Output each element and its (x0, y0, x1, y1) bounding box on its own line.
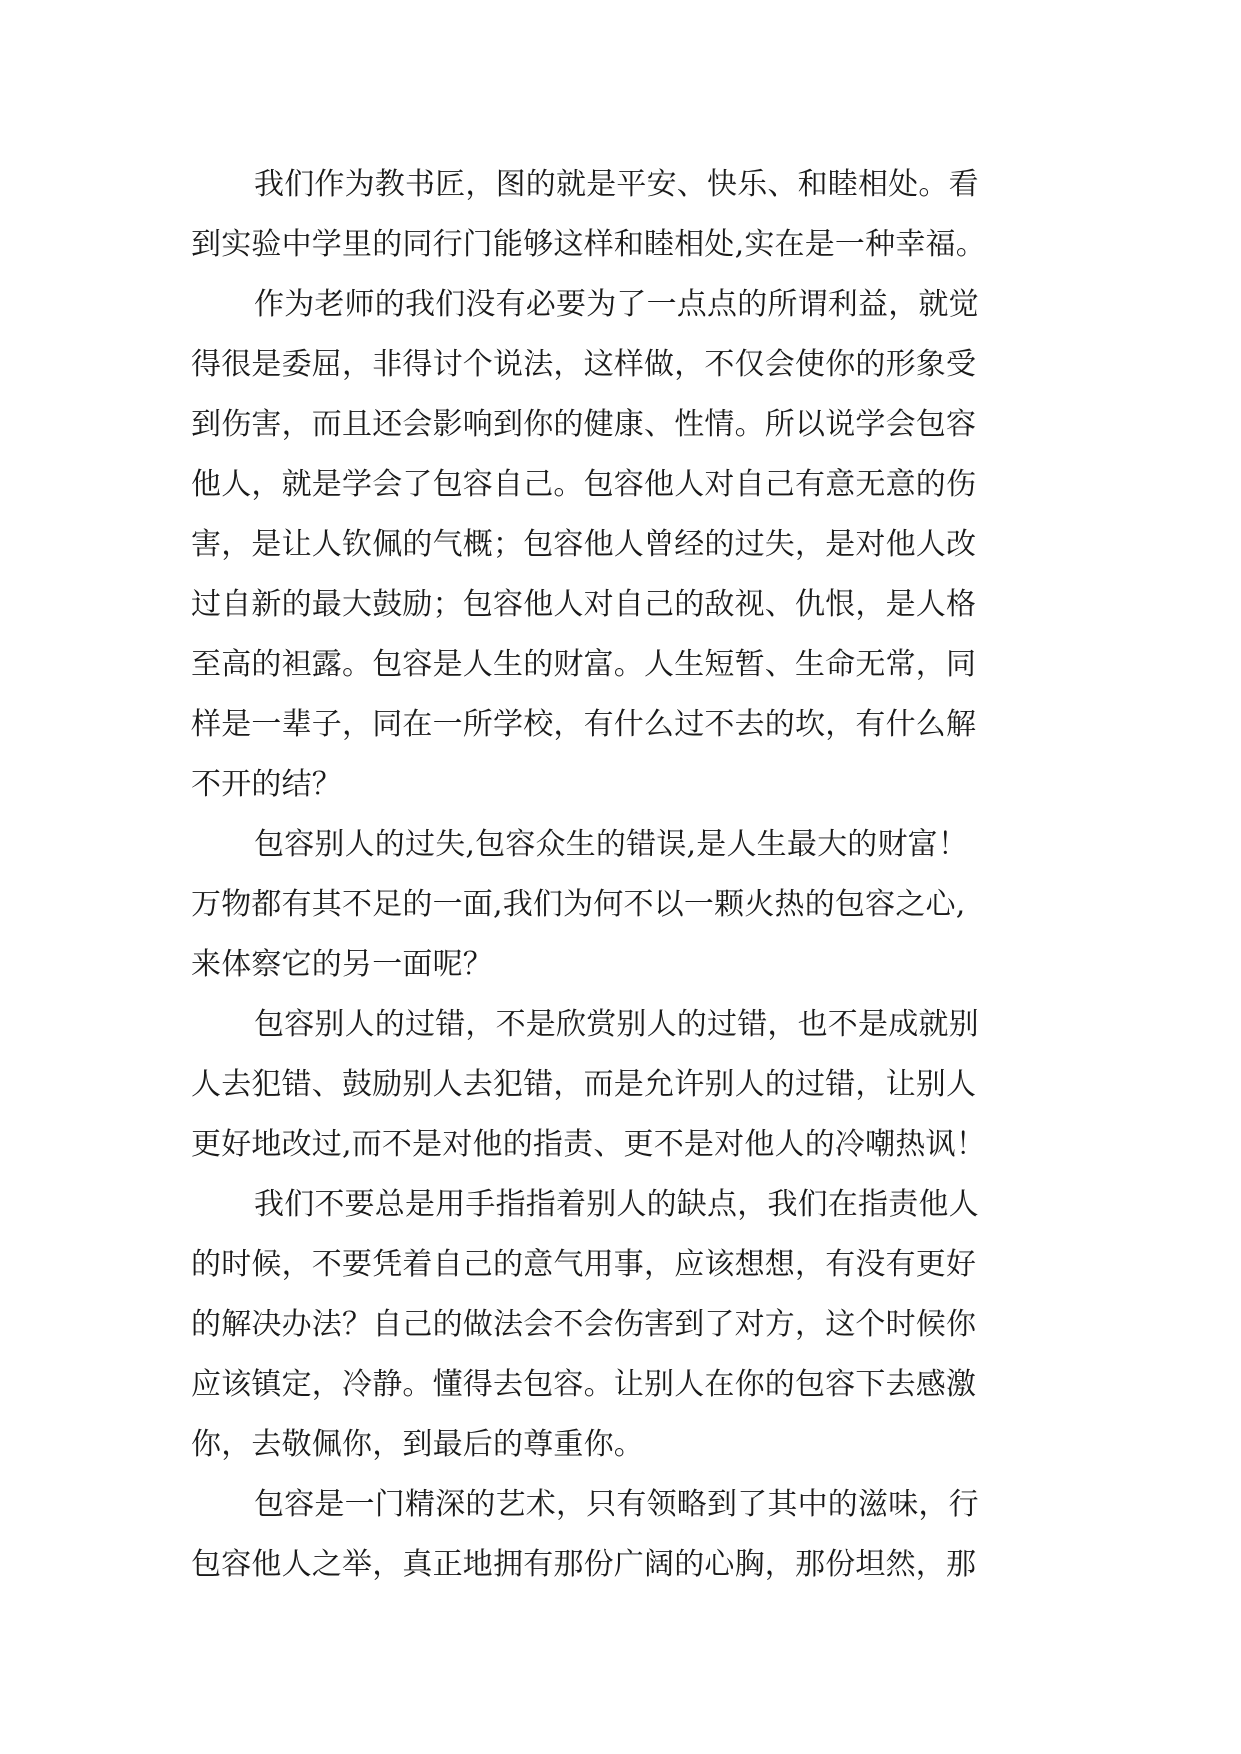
paragraph-3-line-1: 包容别人的过失,包容众生的错误,是人生最大的财富！ (254, 827, 969, 862)
paragraph-2-line-2: 得很是委屈，非得讨个说法，这样做，不仅会使你的形象受 (191, 347, 977, 382)
paragraph-2-line-8: 样是一辈子，同在一所学校，有什么过不去的坎，有什么解 (191, 707, 977, 742)
paragraph-2-line-9: 不开的结？ (191, 767, 342, 802)
paragraph-5-line-4: 应该镇定，冷静。懂得去包容。让别人在你的包容下去感激 (191, 1367, 977, 1402)
paragraph-5-line-5: 你，去敬佩你，到最后的尊重你。 (191, 1427, 644, 1462)
paragraph-6-line-2: 包容他人之举，真正地拥有那份广阔的心胸，那份坦然，那 (191, 1547, 977, 1582)
paragraph-4-line-2: 人去犯错、鼓励别人去犯错，而是允许别人的过错，让别人 (191, 1067, 977, 1102)
paragraph-5-line-2: 的时候，不要凭着自己的意气用事，应该想想，有没有更好 (191, 1247, 977, 1282)
paragraph-5-line-1: 我们不要总是用手指指着别人的缺点，我们在指责他人 (254, 1187, 979, 1222)
paragraph-4-line-3: 更好地改过,而不是对他的指责、更不是对他人的冷嘲热讽！ (191, 1127, 986, 1162)
paragraph-3-line-3: 来体察它的另一面呢？ (191, 947, 493, 982)
paragraph-3-line-2: 万物都有其不足的一面,我们为何不以一颗火热的包容之心, (191, 887, 966, 922)
paragraph-2-line-6: 过自新的最大鼓励；包容他人对自己的敌视、仇恨，是人格 (191, 587, 977, 622)
paragraph-2-line-3: 到伤害，而且还会影响到你的健康、性情。所以说学会包容 (191, 407, 977, 442)
paragraph-2-line-7: 至高的袒露。包容是人生的财富。人生短暂、生命无常，同 (191, 647, 977, 682)
paragraph-2-line-4: 他人，就是学会了包容自己。包容他人对自己有意无意的伤 (191, 467, 977, 502)
paragraph-4-line-1: 包容别人的过错，不是欣赏别人的过错，也不是成就别 (254, 1007, 979, 1042)
paragraph-1-line-1: 我们作为教书匠，图的就是平安、快乐、和睦相处。看 (254, 167, 979, 202)
paragraph-1-line-2: 到实验中学里的同行门能够这样和睦相处,实在是一种幸福。 (191, 227, 986, 262)
paragraph-2-line-1: 作为老师的我们没有必要为了一点点的所谓利益，就觉 (254, 287, 979, 322)
paragraph-2-line-5: 害，是让人钦佩的气概；包容他人曾经的过失，是对他人改 (191, 527, 977, 562)
paragraph-5-line-3: 的解决办法？自己的做法会不会伤害到了对方，这个时候你 (191, 1307, 977, 1342)
paragraph-6-line-1: 包容是一门精深的艺术，只有领略到了其中的滋味，行 (254, 1487, 979, 1522)
